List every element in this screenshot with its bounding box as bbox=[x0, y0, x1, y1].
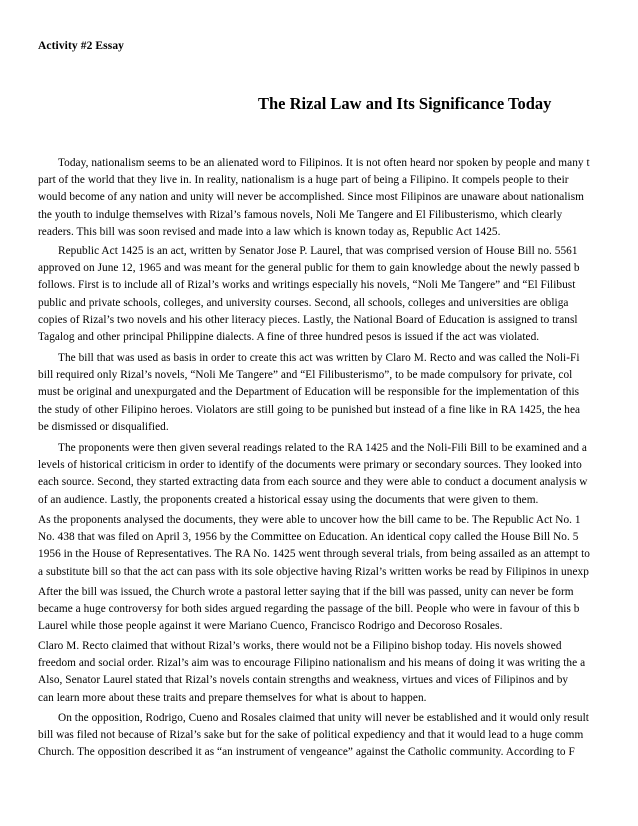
text-line: The bill that was used as basis in order to create this act was written by Claro M. Recto and was called the Noli-Fi bbox=[58, 352, 580, 364]
paragraph-1 bbox=[38, 155, 638, 241]
essay-title: The Rizal Law and Its Significance Today bbox=[258, 94, 552, 113]
text-line: copies of Rizal’s two novels and his other literacy pieces. Lastly, the National Board of Education is assigned to transl bbox=[38, 313, 578, 326]
text-line: Laurel while those people against it were Mariano Cuenco, Francisco Rodrigo and Decoroso Rosales. bbox=[38, 620, 503, 633]
text-line: follows. First is to include all of Rizal’s works and writings especially his novels, “Noli Me Tangere” and “El Filibust bbox=[38, 279, 576, 292]
paragraph-8 bbox=[38, 710, 638, 762]
text-line: readers. This bill was soon revised and made into a law which is known today as, Republic Act 1425. bbox=[38, 225, 501, 238]
text-line: approved on June 12, 1965 and was meant for the general public for them to gain knowledge about the newly passed b bbox=[38, 262, 580, 275]
text-line: can learn more about these traits and prepare themselves for what is about to happen. bbox=[38, 691, 427, 704]
paragraph-5 bbox=[38, 512, 638, 581]
text-line: bill required only Rizal’s novels, “Noli Me Tangere” and “El Filibusterismo”, to be made compulsory for private, col bbox=[38, 369, 573, 382]
text-line: The proponents were then given several readings related to the RA 1425 and the Noli-Fili Bill to be examined and a bbox=[58, 442, 587, 454]
text-line: Also, Senator Laurel stated that Rizal’s novels contain strengths and weakness, virtues and vices of Filipinos and by bbox=[38, 674, 569, 687]
paragraph-6 bbox=[38, 584, 638, 636]
text-line: freedom and social order. Rizal’s aim was to encourage Filipino nationalism and his means of doing it was writing the a bbox=[38, 657, 586, 670]
text-line: Church. The opposition described it as “an instrument of vengeance” against the Catholic community. According to F bbox=[38, 746, 575, 759]
text-line: No. 438 that was filed on April 3, 1956 by the Committee on Education. An identical copy called the House Bill No. 5 bbox=[38, 531, 579, 544]
text-line: Claro M. Recto claimed that without Rizal’s works, there would not be a Filipino bishop today. His novels showed bbox=[38, 640, 562, 652]
text-line: Tagalog and other principal Philippine dialects. A fine of three hundred pesos is issued if the act was violated. bbox=[38, 330, 540, 343]
text-line: the study of other Filipino heroes. Violators are still going to be punished but instead of a fine like in RA 1425, the hea bbox=[38, 403, 581, 416]
text-line: levels of historical criticism in order to identify of the documents were primary or secondary sources. They looked into bbox=[38, 459, 582, 472]
text-line: Today, nationalism seems to be an alienated word to Filipinos. It is not often heard nor spoken by people and many t bbox=[58, 157, 590, 169]
paragraph-7 bbox=[38, 638, 638, 707]
text-line: be dismissed or disqualified. bbox=[38, 420, 169, 433]
paragraph-4 bbox=[38, 440, 638, 509]
text-line: bill was filed not because of Rizal’s sake but for the sake of political expediency and that it would lead to a huge comm bbox=[38, 729, 584, 742]
text-line: each source. Second, they started extracting data from each source and they were able to conduct a document analysis w bbox=[38, 476, 588, 489]
activity-label: Activity #2 Essay bbox=[38, 40, 125, 52]
text-line: would become of any nation and unity will never be accomplished. Since most Filipinos are unaware about nationalism bbox=[38, 191, 584, 204]
paragraph-2 bbox=[38, 243, 638, 346]
text-line: of an audience. Lastly, the proponents created a historical essay using the documents that were given to them. bbox=[38, 493, 539, 506]
text-line: became a huge controversy for both sides argued regarding the passage of the bill. People who were in favour of this b bbox=[38, 603, 580, 616]
text-line: As the proponents analysed the documents, they were able to uncover how the bill came to be. The Republic Act No. 1 bbox=[38, 514, 581, 526]
text-line: Republic Act 1425 is an act, written by Senator Jose P. Laurel, that was comprised version of House Bill no. 5561 bbox=[58, 245, 578, 257]
text-line: part of the world that they live in. In reality, nationalism is a huge part of being a Filipino. It compels people to their bbox=[38, 174, 569, 187]
text-line: public and private schools, colleges, and university courses. Second, all schools, colleges and universities are obliga bbox=[38, 296, 569, 309]
text-line: After the bill was issued, the Church wrote a pastoral letter saying that if the bill was passed, unity can never be form bbox=[38, 586, 574, 598]
text-line: the youth to indulge themselves with Rizal’s famous novels, Noli Me Tangere and El Filibusterismo, which clearly bbox=[38, 208, 563, 221]
text-line: must be original and unexpurgated and the Department of Education will be responsible for the implementation of this bbox=[38, 386, 580, 399]
paragraph-3 bbox=[38, 350, 638, 436]
text-line: On the opposition, Rodrigo, Cueno and Rosales claimed that unity will never be established and it would only result bbox=[58, 712, 589, 724]
text-line: 1956 in the House of Representatives. The RA No. 1425 went through several trials, from being assailed as an attempt to bbox=[38, 548, 590, 561]
text-line: a substitute bill so that the act can pass with its sole objective having Rizal’s written works be read by Filipinos in unexp bbox=[38, 565, 589, 578]
